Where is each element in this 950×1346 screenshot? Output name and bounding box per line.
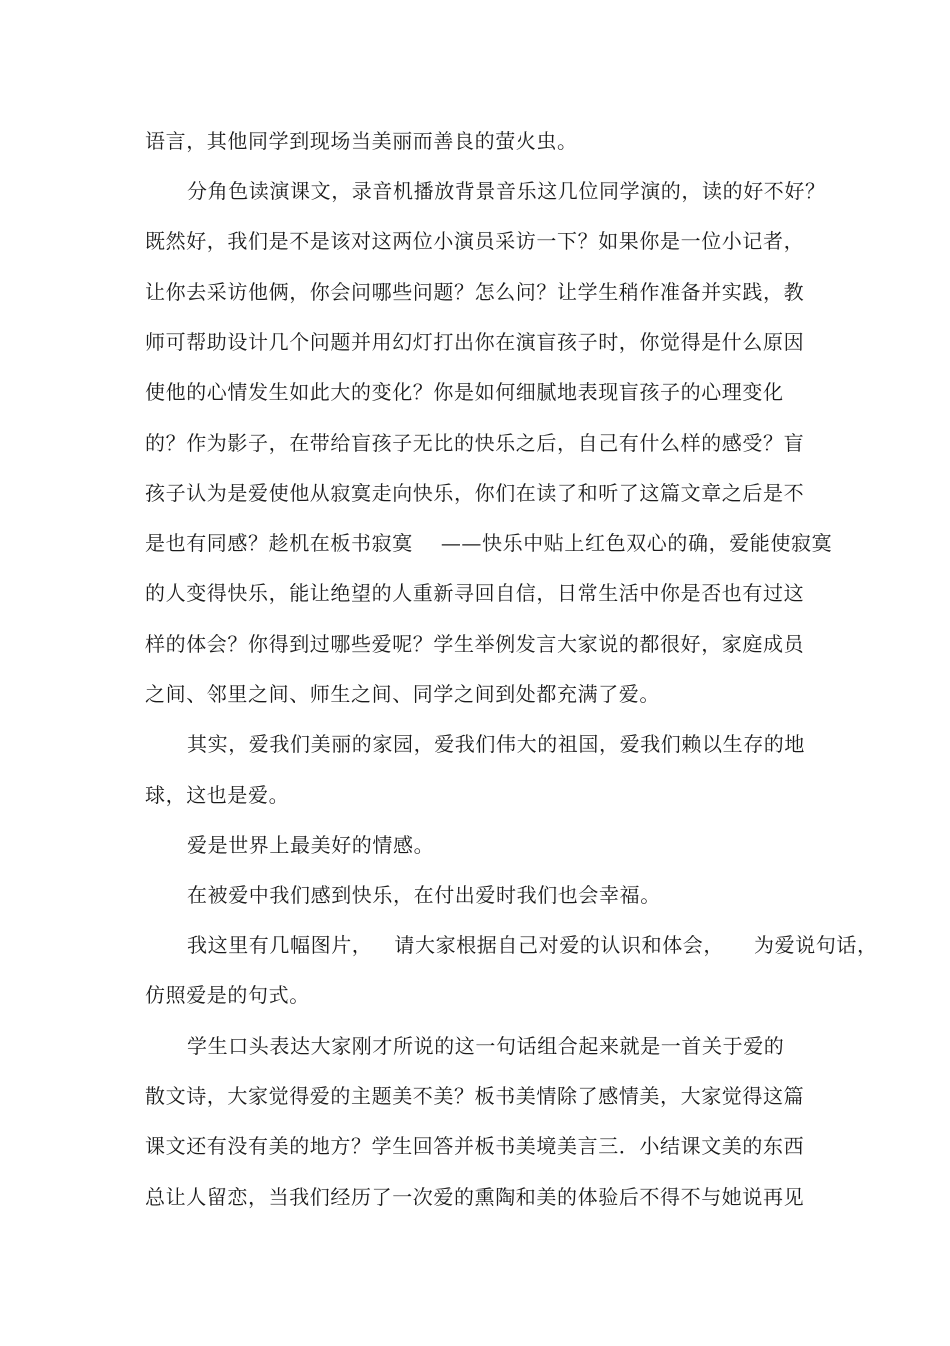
text-line: 仿照爱是的句式。: [145, 983, 310, 1007]
text-line: 的？作为影子，在带给盲孩子无比的快乐之后，自己有什么样的感受？盲: [145, 431, 805, 455]
text-segment: 请大家根据自己对爱的认识和体会，: [394, 933, 725, 957]
text-line: 在被爱中我们感到快乐，在付出爱时我们也会幸福。: [187, 883, 661, 907]
text-line: [145, 530, 832, 556]
text-line: 总让人留恋，当我们经历了一次爱的熏陶和美的体验后不得不与她说再见: [145, 1185, 805, 1209]
text-line: 既然好，我们是不是该对这两位小演员采访一下？如果你是一位小记者，: [145, 229, 805, 253]
text-line: 的人变得快乐，能让绝望的人重新寻回自信，日常生活中你是否也有过这: [145, 581, 805, 605]
text-line: 散文诗，大家觉得爱的主题美不美？板书美情除了感情美，大家觉得这篇: [145, 1084, 805, 1108]
text-segment: 为爱说句话，: [754, 933, 878, 957]
text-line: 样的体会？你得到过哪些爱呢？学生举例发言大家说的都很好，家庭成员: [145, 632, 805, 656]
text-line: 其实，爱我们美丽的家园，爱我们伟大的祖国，爱我们赖以生存的地: [187, 732, 805, 756]
text-segment: ——快乐中贴上红色双心的确，爱能使寂寞: [440, 531, 833, 555]
text-line: 使他的心情发生如此大的变化？你是如何细腻地表现盲孩子的心理变化: [145, 380, 784, 404]
text-line: 孩子认为是爱使他从寂寞走向快乐，你们在读了和听了这篇文章之后是不: [145, 481, 805, 505]
text-line: 球，这也是爱。: [145, 783, 290, 807]
text-line: 学生口头表达大家刚才所说的这一句话组合起来就是一首关于爱的: [187, 1034, 785, 1058]
text-line: 课文还有没有美的地方？学生回答并板书美境美言三．小结课文美的东西: [145, 1134, 805, 1158]
text-line: 之间、邻里之间、师生之间、同学之间到处都充满了爱。: [145, 682, 660, 706]
text-line: [187, 932, 878, 958]
text-line: 让你去采访他俩，你会问哪些问题？怎么问？让学生稍作准备并实践，教: [145, 280, 805, 304]
text-line: 爱是世界上最美好的情感。: [187, 833, 435, 857]
text-line: 分角色读演课文，录音机播放背景音乐这几位同学演的，读的好不好？: [187, 179, 826, 203]
text-segment: 是也有同感？趁机在板书寂寞: [145, 531, 413, 555]
text-segment: 我这里有几幅图片，: [187, 933, 373, 957]
text-line: 语言，其他同学到现场当美丽而善良的萤火虫。: [145, 129, 578, 153]
text-line: 师可帮助设计几个问题并用幻灯打出你在演盲孩子时，你觉得是什么原因: [145, 330, 805, 354]
